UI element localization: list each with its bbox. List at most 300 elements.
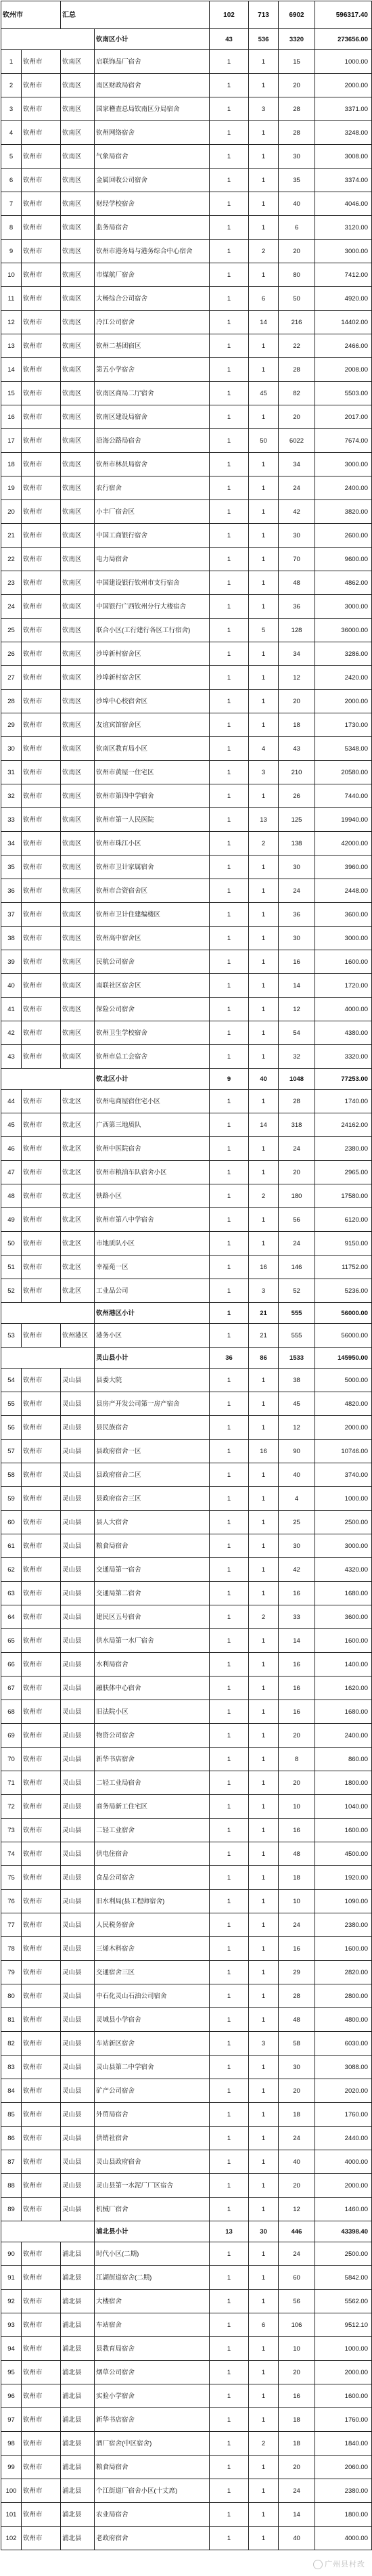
row-col5: 1 bbox=[249, 1582, 279, 1605]
row-col7: 3371.00 bbox=[315, 97, 372, 121]
wechat-logo-icon bbox=[313, 2560, 323, 2569]
row-estate-name: 江湖街道宿舍(二期) bbox=[95, 2266, 210, 2290]
row-index: 84 bbox=[1, 2079, 22, 2103]
row-district: 灵山县 bbox=[61, 1440, 95, 1463]
row-estate-name: 交通局第二宿舍 bbox=[95, 1582, 210, 1605]
row-district: 灵山县 bbox=[61, 1771, 95, 1795]
row-col5: 1 bbox=[249, 1724, 279, 1748]
row-district: 钦北区 bbox=[61, 1090, 95, 1113]
row-col7: 2800.00 bbox=[315, 1984, 372, 2008]
table-row bbox=[1, 1279, 372, 1303]
row-col6: 180 bbox=[279, 1184, 315, 1208]
row-city: 钦州市 bbox=[22, 1487, 61, 1511]
row-estate-name: 老政府宿舍 bbox=[95, 2527, 210, 2550]
row-col7: 1840.00 bbox=[315, 2432, 372, 2456]
row-col4: 1 bbox=[210, 1184, 249, 1208]
row-district: 灵山县 bbox=[61, 1937, 95, 1961]
row-col5: 1 bbox=[249, 1819, 279, 1842]
row-col4: 1 bbox=[210, 1021, 249, 1045]
row-col5: 1 bbox=[249, 903, 279, 927]
row-col4: 1 bbox=[210, 1582, 249, 1605]
row-col6: 70 bbox=[279, 548, 315, 571]
watermark-logo bbox=[313, 2558, 365, 2569]
row-col5: 1 bbox=[249, 1629, 279, 1653]
row-col5: 50 bbox=[249, 429, 279, 453]
row-col4: 1 bbox=[210, 619, 249, 642]
row-col7: 3320.00 bbox=[315, 1045, 372, 1069]
row-col7: 1600.00 bbox=[315, 1819, 372, 1842]
table-row bbox=[1, 2384, 372, 2408]
row-estate-name: 冷江公司宿舍 bbox=[95, 311, 210, 334]
row-col6: 18 bbox=[279, 2103, 315, 2127]
row-district: 浦北县 bbox=[61, 2527, 95, 2550]
row-col6: 34 bbox=[279, 642, 315, 666]
row-col5: 1 bbox=[249, 50, 279, 74]
row-estate-name: 工业品公司 bbox=[95, 1279, 210, 1303]
row-city: 钦州市 bbox=[22, 2174, 61, 2198]
row-district: 灵山县 bbox=[61, 1913, 95, 1937]
table-row bbox=[1, 2174, 372, 2198]
row-estate-name: 钦州电商屋宿住宅小区 bbox=[95, 1090, 210, 1113]
row-index: 40 bbox=[1, 974, 22, 998]
row-col5: 1 bbox=[249, 2103, 279, 2127]
row-district: 灵山县 bbox=[61, 2127, 95, 2150]
subtotal-spacer bbox=[1, 2221, 95, 2242]
subtotal-label: 钦北区小计 bbox=[95, 1069, 210, 1090]
row-district: 浦北县 bbox=[61, 2242, 95, 2266]
table-row bbox=[1, 476, 372, 500]
table-row bbox=[1, 1463, 372, 1487]
row-district: 钦北区 bbox=[61, 1279, 95, 1303]
row-index: 45 bbox=[1, 1113, 22, 1137]
subtotal-c6: 3320 bbox=[279, 29, 315, 50]
row-district: 钦南区 bbox=[61, 832, 95, 856]
row-col4: 1 bbox=[210, 2079, 249, 2103]
row-col7: 4046.00 bbox=[315, 192, 372, 216]
row-col4: 1 bbox=[210, 524, 249, 548]
row-index: 97 bbox=[1, 2408, 22, 2432]
row-city: 钦州市 bbox=[22, 1113, 61, 1137]
row-col6: 30 bbox=[279, 1534, 315, 1558]
row-index: 38 bbox=[1, 927, 22, 950]
row-col4: 1 bbox=[210, 1392, 249, 1416]
row-col5: 1 bbox=[249, 1534, 279, 1558]
row-district: 灵山县 bbox=[61, 1890, 95, 1913]
row-col6: 28 bbox=[279, 97, 315, 121]
row-col6: 40 bbox=[279, 2527, 315, 2550]
table-row bbox=[1, 1605, 372, 1629]
row-col7: 1000.00 bbox=[315, 2337, 372, 2361]
row-index: 18 bbox=[1, 453, 22, 476]
row-col4: 1 bbox=[210, 2266, 249, 2290]
table-row bbox=[1, 1137, 372, 1161]
row-col7: 10746.00 bbox=[315, 1440, 372, 1463]
row-index: 43 bbox=[1, 1045, 22, 1069]
row-index: 48 bbox=[1, 1184, 22, 1208]
row-col7: 56000.00 bbox=[315, 1324, 372, 1348]
row-col6: 80 bbox=[279, 263, 315, 287]
row-col7: 7412.00 bbox=[315, 263, 372, 287]
row-estate-name: 二轻工业宿舍 bbox=[95, 1819, 210, 1842]
table-row bbox=[1, 1629, 372, 1653]
row-col5: 1 bbox=[249, 1984, 279, 2008]
row-estate-name: 中国建设银行钦州市支行宿舍 bbox=[95, 571, 210, 595]
row-district: 钦南区 bbox=[61, 145, 95, 169]
row-index: 85 bbox=[1, 2103, 22, 2127]
row-estate-name: 钦州卫生学校宿舍 bbox=[95, 1021, 210, 1045]
row-estate-name: 灵山县第二中学宿舍 bbox=[95, 2056, 210, 2079]
total-city: 钦州市 bbox=[1, 1, 61, 29]
row-estate-name: 食品公司宿舍 bbox=[95, 1866, 210, 1890]
row-col6: 34 bbox=[279, 453, 315, 476]
row-col4: 1 bbox=[210, 453, 249, 476]
row-col5: 1 bbox=[249, 334, 279, 358]
row-col5: 14 bbox=[249, 1113, 279, 1137]
row-city: 钦州市 bbox=[22, 358, 61, 382]
row-col6: 90 bbox=[279, 1440, 315, 1463]
row-city: 钦州市 bbox=[22, 832, 61, 856]
row-col5: 1 bbox=[249, 1045, 279, 1069]
row-city: 钦州市 bbox=[22, 1984, 61, 2008]
row-estate-name: 电力局宿舍 bbox=[95, 548, 210, 571]
row-estate-name: 交通局第一宿舍 bbox=[95, 1558, 210, 1582]
row-col7: 36000.00 bbox=[315, 619, 372, 642]
row-city: 钦州市 bbox=[22, 287, 61, 311]
row-col5: 1 bbox=[249, 1913, 279, 1937]
row-index: 66 bbox=[1, 1653, 22, 1676]
row-estate-name: 供电住宿舍 bbox=[95, 1842, 210, 1866]
row-col6: 40 bbox=[279, 1463, 315, 1487]
row-estate-name: 友谊宾馆宿舍区 bbox=[95, 713, 210, 737]
row-district: 灵山县 bbox=[61, 1392, 95, 1416]
row-col6: 210 bbox=[279, 761, 315, 784]
row-district: 钦北区 bbox=[61, 1161, 95, 1184]
row-col6: 28 bbox=[279, 121, 315, 145]
row-col4: 1 bbox=[210, 2127, 249, 2150]
row-district: 钦南区 bbox=[61, 169, 95, 192]
row-district: 灵山县 bbox=[61, 2056, 95, 2079]
row-city: 钦州市 bbox=[22, 2479, 61, 2503]
table-row bbox=[1, 950, 372, 974]
row-col6: 318 bbox=[279, 1113, 315, 1137]
row-index: 13 bbox=[1, 334, 22, 358]
row-district: 灵山县 bbox=[61, 1748, 95, 1771]
row-index: 67 bbox=[1, 1676, 22, 1700]
row-estate-name: 钦州市港务局与港务综合中心宿舍 bbox=[95, 240, 210, 263]
row-col5: 1 bbox=[249, 1137, 279, 1161]
row-city: 钦州市 bbox=[22, 1890, 61, 1913]
row-col5: 1 bbox=[249, 2337, 279, 2361]
row-estate-name: 水利局宿舍 bbox=[95, 1653, 210, 1676]
row-index: 78 bbox=[1, 1937, 22, 1961]
row-index: 61 bbox=[1, 1534, 22, 1558]
row-col7: 3600.00 bbox=[315, 1605, 372, 1629]
row-col5: 1 bbox=[249, 192, 279, 216]
row-col6: 30 bbox=[279, 145, 315, 169]
table-row bbox=[1, 2150, 372, 2174]
row-col4: 1 bbox=[210, 1090, 249, 1113]
row-col5: 1 bbox=[249, 2242, 279, 2266]
row-city: 钦州市 bbox=[22, 808, 61, 832]
table-row bbox=[1, 642, 372, 666]
row-index: 36 bbox=[1, 879, 22, 903]
table-row bbox=[1, 1090, 372, 1113]
row-index: 71 bbox=[1, 1771, 22, 1795]
row-city: 钦州市 bbox=[22, 169, 61, 192]
table-row bbox=[1, 832, 372, 856]
row-col7: 1000.00 bbox=[315, 1487, 372, 1511]
row-col4: 1 bbox=[210, 1256, 249, 1279]
row-col5: 1 bbox=[249, 1842, 279, 1866]
row-col5: 1 bbox=[249, 453, 279, 476]
row-col6: 555 bbox=[279, 1324, 315, 1348]
subtotal-c6: 1533 bbox=[279, 1348, 315, 1369]
table-row bbox=[1, 405, 372, 429]
row-city: 钦州市 bbox=[22, 571, 61, 595]
row-col5: 1 bbox=[249, 2056, 279, 2079]
row-district: 灵山县 bbox=[61, 2032, 95, 2056]
row-district: 钦北区 bbox=[61, 1184, 95, 1208]
row-index: 21 bbox=[1, 524, 22, 548]
row-col7: 2017.00 bbox=[315, 405, 372, 429]
row-city: 钦州市 bbox=[22, 1866, 61, 1890]
row-col6: 128 bbox=[279, 619, 315, 642]
row-col4: 1 bbox=[210, 950, 249, 974]
row-index: 41 bbox=[1, 998, 22, 1021]
row-col5: 1 bbox=[249, 524, 279, 548]
row-col4: 1 bbox=[210, 2032, 249, 2056]
row-index: 8 bbox=[1, 216, 22, 240]
row-col4: 1 bbox=[210, 429, 249, 453]
row-index: 74 bbox=[1, 1842, 22, 1866]
row-estate-name: 个江街道厂宿舍小区(十丈席) bbox=[95, 2479, 210, 2503]
row-col7: 3286.00 bbox=[315, 642, 372, 666]
row-col4: 1 bbox=[210, 2503, 249, 2527]
row-col5: 1 bbox=[249, 1558, 279, 1582]
row-estate-name: 矿产公司宿舍 bbox=[95, 2079, 210, 2103]
table-row bbox=[1, 192, 372, 216]
row-index: 60 bbox=[1, 1511, 22, 1534]
row-col5: 45 bbox=[249, 382, 279, 405]
row-city: 钦州市 bbox=[22, 2127, 61, 2150]
row-col5: 1 bbox=[249, 998, 279, 1021]
row-col7: 1600.00 bbox=[315, 950, 372, 974]
row-estate-name: 中国银行广西钦州分行大楼宿舍 bbox=[95, 595, 210, 619]
row-index: 22 bbox=[1, 548, 22, 571]
row-col5: 1 bbox=[249, 690, 279, 713]
row-col4: 1 bbox=[210, 1232, 249, 1256]
row-district: 灵山县 bbox=[61, 1369, 95, 1392]
row-col7: 1720.00 bbox=[315, 974, 372, 998]
row-city: 钦州市 bbox=[22, 311, 61, 334]
row-col6: 12 bbox=[279, 666, 315, 690]
row-district: 灵山县 bbox=[61, 1582, 95, 1605]
row-col5: 1 bbox=[249, 1021, 279, 1045]
row-district: 钦南区 bbox=[61, 998, 95, 1021]
row-district: 浦北县 bbox=[61, 2432, 95, 2456]
row-col5: 1 bbox=[249, 476, 279, 500]
row-city: 钦州市 bbox=[22, 1748, 61, 1771]
row-district: 灵山县 bbox=[61, 1700, 95, 1724]
row-col4: 1 bbox=[210, 1676, 249, 1700]
table-row bbox=[1, 548, 372, 571]
row-col7: 5842.00 bbox=[315, 2266, 372, 2290]
document-sheet bbox=[0, 1, 372, 2576]
row-col7: 2000.00 bbox=[315, 74, 372, 97]
row-city: 钦州市 bbox=[22, 1605, 61, 1629]
row-estate-name: 物资公司宿舍 bbox=[95, 1724, 210, 1748]
row-city: 钦州市 bbox=[22, 1913, 61, 1937]
row-col7: 2020.00 bbox=[315, 2079, 372, 2103]
table-row bbox=[1, 2008, 372, 2032]
row-col6: 10 bbox=[279, 2337, 315, 2361]
row-col5: 1 bbox=[249, 642, 279, 666]
row-col5: 1 bbox=[249, 784, 279, 808]
row-index: 17 bbox=[1, 429, 22, 453]
row-col5: 1 bbox=[249, 1416, 279, 1440]
row-estate-name: 南区财政局宿舍 bbox=[95, 74, 210, 97]
row-district: 钦南区 bbox=[61, 1021, 95, 1045]
row-estate-name: 广西第三地质队 bbox=[95, 1113, 210, 1137]
row-estate-name: 民航公司宿舍 bbox=[95, 950, 210, 974]
row-col7: 3000.00 bbox=[315, 1534, 372, 1558]
row-district: 钦北区 bbox=[61, 1256, 95, 1279]
subtotal-c6: 446 bbox=[279, 2221, 315, 2242]
row-district: 钦南区 bbox=[61, 405, 95, 429]
row-col5: 1 bbox=[249, 2079, 279, 2103]
row-estate-name: 钦州二基团宿区 bbox=[95, 334, 210, 358]
row-index: 102 bbox=[1, 2527, 22, 2550]
row-col4: 1 bbox=[210, 287, 249, 311]
row-col6: 12 bbox=[279, 998, 315, 1021]
row-col4: 1 bbox=[210, 1913, 249, 1937]
row-col4: 1 bbox=[210, 500, 249, 524]
row-col4: 1 bbox=[210, 2056, 249, 2079]
row-col4: 1 bbox=[210, 1866, 249, 1890]
row-col7: 1760.00 bbox=[315, 2103, 372, 2127]
row-district: 钦北区 bbox=[61, 1208, 95, 1232]
row-city: 钦州市 bbox=[22, 2266, 61, 2290]
row-col6: 43 bbox=[279, 737, 315, 761]
row-col4: 1 bbox=[210, 2337, 249, 2361]
subtotal-c5: 21 bbox=[249, 1303, 279, 1324]
row-col7: 4862.00 bbox=[315, 571, 372, 595]
row-index: 101 bbox=[1, 2503, 22, 2527]
row-col5: 1 bbox=[249, 2503, 279, 2527]
row-col6: 35 bbox=[279, 169, 315, 192]
subtotal-c6: 555 bbox=[279, 1303, 315, 1324]
row-index: 100 bbox=[1, 2479, 22, 2503]
row-index: 30 bbox=[1, 737, 22, 761]
row-city: 钦州市 bbox=[22, 2408, 61, 2432]
row-district: 钦南区 bbox=[61, 595, 95, 619]
row-index: 98 bbox=[1, 2432, 22, 2456]
row-district: 钦南区 bbox=[61, 1045, 95, 1069]
row-index: 19 bbox=[1, 476, 22, 500]
row-district: 钦南区 bbox=[61, 74, 95, 97]
row-col4: 1 bbox=[210, 761, 249, 784]
row-index: 77 bbox=[1, 1913, 22, 1937]
row-estate-name: 县民族宿舍 bbox=[95, 1416, 210, 1440]
row-col6: 146 bbox=[279, 1256, 315, 1279]
row-col7: 1760.00 bbox=[315, 2408, 372, 2432]
row-index: 75 bbox=[1, 1866, 22, 1890]
row-col6: 16 bbox=[279, 1582, 315, 1605]
row-estate-name: 中国工商银行宿舍 bbox=[95, 524, 210, 548]
row-col5: 3 bbox=[249, 2032, 279, 2056]
row-col7: 3248.00 bbox=[315, 121, 372, 145]
row-estate-name: 钦州市黄屋一住宅区 bbox=[95, 761, 210, 784]
subtotal-c5: 30 bbox=[249, 2221, 279, 2242]
row-district: 灵山县 bbox=[61, 1984, 95, 2008]
row-col5: 1 bbox=[249, 927, 279, 950]
row-index: 81 bbox=[1, 2008, 22, 2032]
row-col6: 30 bbox=[279, 856, 315, 879]
row-index: 89 bbox=[1, 2198, 22, 2221]
row-col6: 40 bbox=[279, 2150, 315, 2174]
row-col6: 60 bbox=[279, 2266, 315, 2290]
subtotal-c4: 36 bbox=[210, 1348, 249, 1369]
row-district: 浦北县 bbox=[61, 2266, 95, 2290]
row-col4: 1 bbox=[210, 903, 249, 927]
row-col5: 1 bbox=[249, 2127, 279, 2150]
row-col6: 25 bbox=[279, 1511, 315, 1534]
table-row bbox=[1, 2479, 372, 2503]
housing-summary-table bbox=[1, 1, 372, 2550]
row-col7: 4320.00 bbox=[315, 1558, 372, 1582]
total-col4: 102 bbox=[210, 1, 249, 29]
row-col5: 16 bbox=[249, 1256, 279, 1279]
row-estate-name: 建民区五号宿舍 bbox=[95, 1605, 210, 1629]
row-district: 钦南区 bbox=[61, 287, 95, 311]
row-city: 钦州市 bbox=[22, 879, 61, 903]
row-col4: 1 bbox=[210, 784, 249, 808]
row-index: 47 bbox=[1, 1161, 22, 1184]
row-col4: 1 bbox=[210, 216, 249, 240]
row-city: 钦州市 bbox=[22, 2337, 61, 2361]
row-col4: 1 bbox=[210, 737, 249, 761]
row-index: 72 bbox=[1, 1795, 22, 1819]
row-estate-name: 沙埠新村宿舍区 bbox=[95, 666, 210, 690]
row-col6: 38 bbox=[279, 1369, 315, 1392]
table-row bbox=[1, 1416, 372, 1440]
row-city: 钦州市 bbox=[22, 690, 61, 713]
row-col5: 1 bbox=[249, 1208, 279, 1232]
row-col6: 30 bbox=[279, 524, 315, 548]
row-col6: 20 bbox=[279, 1161, 315, 1184]
row-col7: 2380.00 bbox=[315, 1913, 372, 1937]
row-col6: 22 bbox=[279, 334, 315, 358]
row-city: 钦州市 bbox=[22, 2079, 61, 2103]
row-district: 钦南区 bbox=[61, 619, 95, 642]
row-col5: 2 bbox=[249, 240, 279, 263]
row-col5: 1 bbox=[249, 571, 279, 595]
row-estate-name: 钦南区建设局宿舍 bbox=[95, 405, 210, 429]
section-subtotal-row bbox=[1, 29, 372, 50]
row-index: 68 bbox=[1, 1700, 22, 1724]
row-col4: 1 bbox=[210, 2174, 249, 2198]
table-row bbox=[1, 1961, 372, 1984]
table-row bbox=[1, 2103, 372, 2127]
row-col4: 1 bbox=[210, 50, 249, 74]
row-col4: 1 bbox=[210, 169, 249, 192]
row-col7: 2000.00 bbox=[315, 2361, 372, 2384]
row-col4: 1 bbox=[210, 1771, 249, 1795]
row-col7: 2440.00 bbox=[315, 2127, 372, 2150]
row-district: 钦南区 bbox=[61, 571, 95, 595]
row-district: 灵山县 bbox=[61, 1511, 95, 1534]
row-col7: 2400.00 bbox=[315, 476, 372, 500]
